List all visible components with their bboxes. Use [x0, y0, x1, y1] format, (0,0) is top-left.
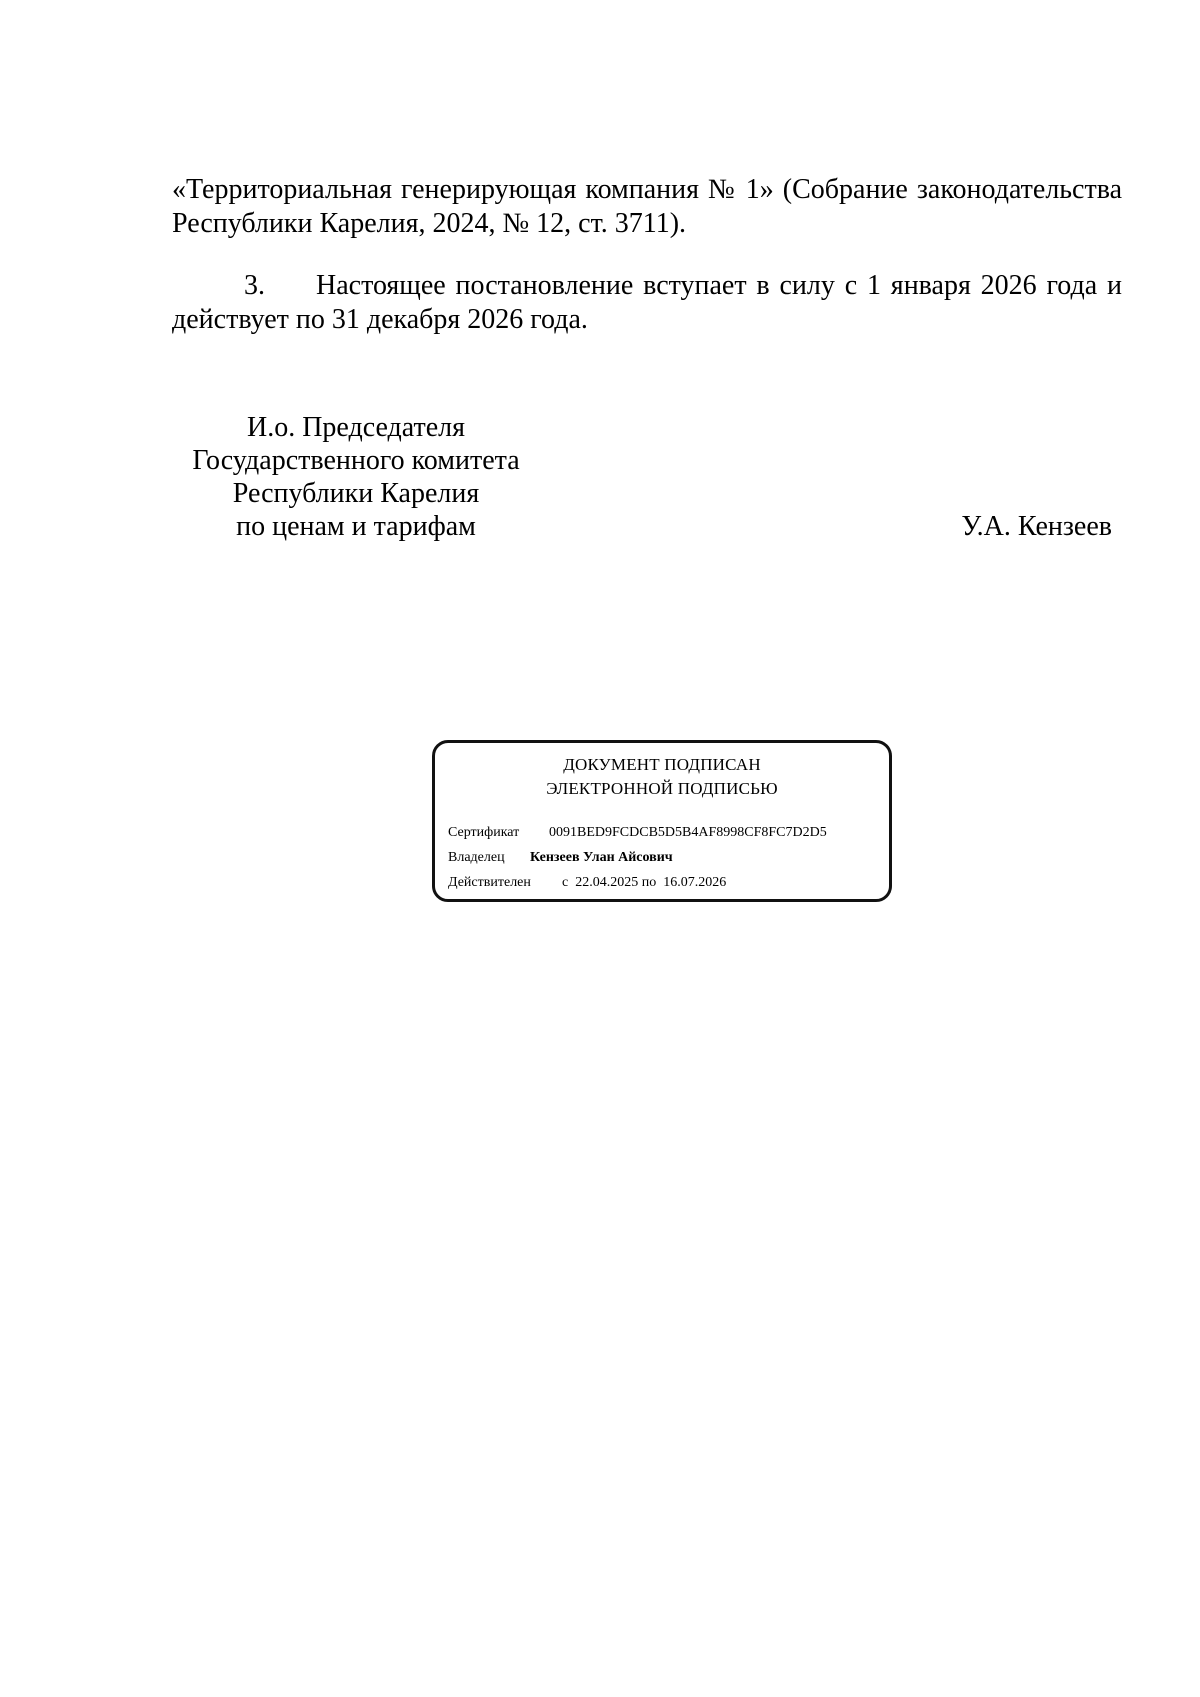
signer-title-line: Государственного комитета	[192, 445, 520, 476]
stamp-title-line-1: ДОКУМЕНТ ПОДПИСАН	[563, 755, 761, 774]
signer-title-line: И.о. Председателя	[246, 412, 466, 443]
owner-row	[448, 849, 673, 867]
certificate-row	[448, 824, 827, 842]
certificate-label: Сертификат	[448, 825, 520, 840]
signer-title-line: Республики Карелия	[232, 478, 480, 509]
signer-name: У.А. Кензеев	[961, 511, 1112, 542]
signer-title-line: по ценам и тарифам	[236, 511, 476, 542]
stamp-title	[435, 753, 889, 801]
validity-label: Действителен	[448, 875, 531, 890]
signer-title-block	[172, 411, 540, 543]
owner-label: Владелец	[448, 850, 505, 865]
paragraph-3	[172, 269, 1122, 337]
stamp-title-line-2: ЭЛЕКТРОННОЙ ПОДПИСЬЮ	[546, 779, 778, 798]
paragraph-citation: «Территориальная генерирующая компания № 1» (Собрание законодательства Республики Карелия, 2024, № 12, ст. 3711).	[172, 174, 1122, 239]
validity-row	[448, 874, 726, 892]
paragraph-number: 3.	[244, 270, 265, 301]
certificate-value: 0091BED9FCDCB5D5B4AF8998CF8FC7D2D5	[549, 825, 827, 840]
validity-value: с 22.04.2025 по 16.07.2026	[562, 875, 727, 890]
owner-value: Кензеев Улан Айсович	[530, 850, 673, 865]
electronic-signature-stamp	[432, 740, 892, 902]
paragraph-text: Настоящее постановление вступает в силу с 1 января 2026 года и действует по 31 декабря 2026 года.	[172, 270, 1122, 335]
